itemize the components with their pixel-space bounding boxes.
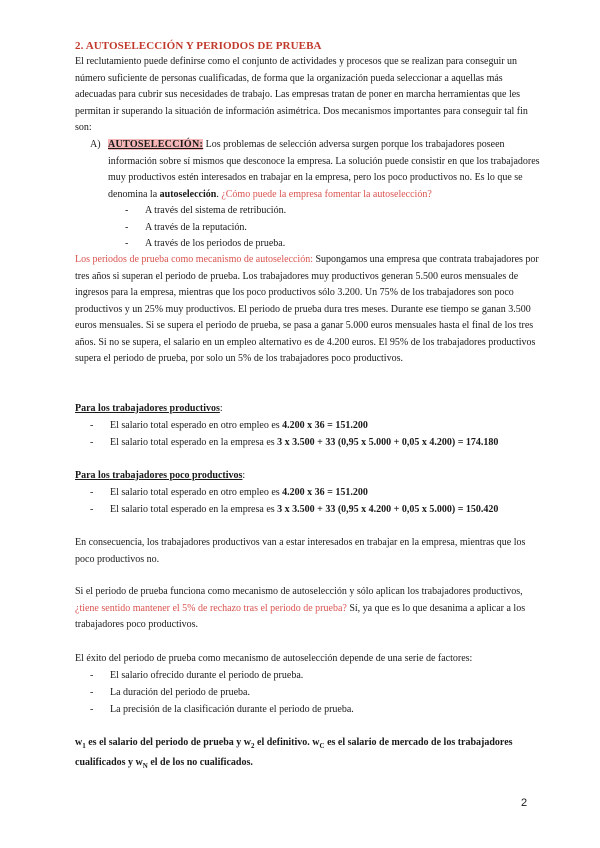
consecuencia-paragraph: En consecuencia, los trabajadores productivos van a estar interesados en trabajar en la empresa, mientras que los poco productivos no.	[75, 537, 526, 565]
autoseleccion-paragraph	[108, 137, 545, 203]
si-periodo-paragraph: Si el periodo de prueba funciona como mecanismo de autoselección y sólo aplican los trabajadores productivos, ¿tiene sentido mantener el 5% de rechazo tras el periodo de prueba? Sí, ya que es lo que desanima a aplicar a los trabajadores poco productivos.	[75, 586, 526, 630]
exito-paragraph: El éxito del periodo de prueba como mecanismo de autoselección depende de una serie de factores:	[75, 653, 473, 664]
si-periodo-question: ¿tiene sentido mantener el 5% de rechazo tras el periodo de prueba?	[75, 602, 347, 614]
autoseleccion-text-2: .	[216, 188, 222, 200]
autoseleccion-term: autoselección	[159, 188, 217, 200]
intro-paragraph: El reclutamiento puede definirse como el conjunto de actividades y procesos que se realizan para conseguir un número suficiente de personas cualificadas, de forma que la organización pueda seleccionar a aquellas más adecuadas para cubrir sus necesidades de trabajo. Las empresas tratan de poner en marcha herramientas que les permitan ir superando la situación de información asimétrica. Dos mecanismos importantes para conseguir tal fin son:	[75, 56, 528, 133]
section-title: 2. AUTOSELECCIÓN Y PERIODOS DE PRUEBA	[75, 40, 322, 52]
productivos-heading: Para los trabajadores productivos:	[75, 403, 223, 414]
page-number: 2	[521, 797, 528, 809]
list-marker-a: A)	[90, 139, 101, 150]
poco-productivos-heading: Para los trabajadores poco productivos:	[75, 470, 246, 481]
periodo-heading: Los periodos de prueba como mecanismo de autoselección:	[75, 254, 313, 265]
periodo-text: Supongamos una empresa que contrata trabajadores por tres años si superan el periodo de prueba. Los trabajadores muy productivos generan 5.500 euros mensuales de ingresos para la empresa, mientras que los poco productivos sólo 3.200. Un 75% de los trabajadores son poco productivos y un 25% muy productivos. El periodo de prueba dura tres meses. Durante ese tiempo se ganan 3.500 euros mensuales. Si se supera el periodo de prueba, se pasa a ganar 5.000 euros mensuales hasta el final de los tres años. Si no se supera, el salario en un empleo alternativo es de 4.200 euros. El 95% de los trabajadores productivos supera el periodo de prueba, por solo un 5% de los trabajadores poco productivos.	[75, 254, 539, 364]
autoseleccion-question: ¿Cómo puede la empresa fomentar la autoselección?	[221, 188, 432, 200]
periodo-paragraph	[75, 252, 545, 368]
final-paragraph: $w_1$ es el salario del periodo de prueba y $w_2$ el definitivo. $w_C$ es el salario de mercado de los trabajadores cualificados y $w_N$ el de los no cualificados.	[75, 737, 513, 770]
autoseleccion-heading: AUTOSELECCIÓN:	[108, 139, 204, 150]
document-page: 2. AUTOSELECCIÓN Y PERIODOS DE PRUEBA El reclutamiento puede definirse como el conjunto de actividades y procesos que se realizan para conseguir un número suficiente de personas cualificadas, de forma que la organización pueda seleccionar a aquellas más adecuadas para cubrir sus necesidades de trabajo. Las empresas tratan de poner en marcha herramientas que les permitan ir superando la situación de información asimétrica. Dos mecanismos importantes para conseguir tal fin son: A) AUTOSELECCIÓN: Los problemas de selección adversa surgen porque los trabajadores poseen información sobre sí mismos que desconoce la empresa. La solución puede consistir en que los trabajadores muy productivos estén interesados en trabajar en la empresa, pero los poco productivos no. Es lo que se denomina la autoselección. ¿Cómo puede la empresa fomentar la autoselección? - A través del sistema de retribución. - A través de la reputación. - A través de los periodos de prueba. Los periodos de prueba como mecanismo de autoselección: Supongamos una empresa que contrata trabajadores por tres años si superan el periodo de prueba. Los trabajadores muy productivos generan 5.500 euros mensuales de ingresos para la empresa, mientras que los poco productivos sólo 3.200. Un 75% de los trabajadores son poco productivos y un 25% muy productivos. El periodo de prueba dura tres meses. Durante ese tiempo se ganan 3.500 euros mensuales. Si se supera el periodo de prueba, se pasa a ganar 5.000 euros mensuales hasta el final de los tres años. Si no se supera, el salario en un empleo alternativo es de 4.200 euros. El 95% de los trabajadores productivos supera el periodo de prueba, por solo un 5% de los trabajadores poco productivos. Para los trabajadores productivos: - El salario total esperado en otro empleo es 4.200 x 36 = 151.200 - El salario total esperado en la empresa es 3 x 3.500 + 33 (0,95 x 5.000 + 0,05 x 4.200) = 174.180 Para los trabajadores poco productivos: - El salario total esperado en otro empleo es 4.200 x 36 = 151.200 - El salario total esperado en la empresa es 3 x 3.500 + 33 (0,95 x 4.200 + 0,05 x 5.000) = 150.420 En consecuencia, los trabajadores productivos van a estar interesados en trabajar en la empresa, mientras que los poco productivos no. Si el periodo de prueba funciona como mecanismo de autoselección y sólo aplican los trabajadores productivos, ¿tiene sentido mantener el 5% de rechazo tras el periodo de prueba? Sí, ya que es lo que desanima a aplicar a los trabajadores poco productivos. El éxito del periodo de prueba como mecanismo de autoselección depende de una serie de factores: - El salario ofrecido durante el periodo de prueba. - La duración del periodo de prueba. - La precisión de la clasificación durante el periodo de prueba. $w_1$ es el salario del periodo de prueba y $w_2$ el definitivo. $w_C$ es el salario de mercado de los trabajadores cualificados y $w_N$ el de los no cualificados. 2	[0, 0, 600, 848]
autoseleccion-text-1: Los problemas de selección adversa surgen porque los trabajadores poseen información sobre sí mismos que desconoce la empresa. La solución puede consistir en que los trabajadores muy productivos estén interesados en trabajar en la empresa, pero los poco productivos no. Es lo que se denomina la	[108, 139, 540, 200]
